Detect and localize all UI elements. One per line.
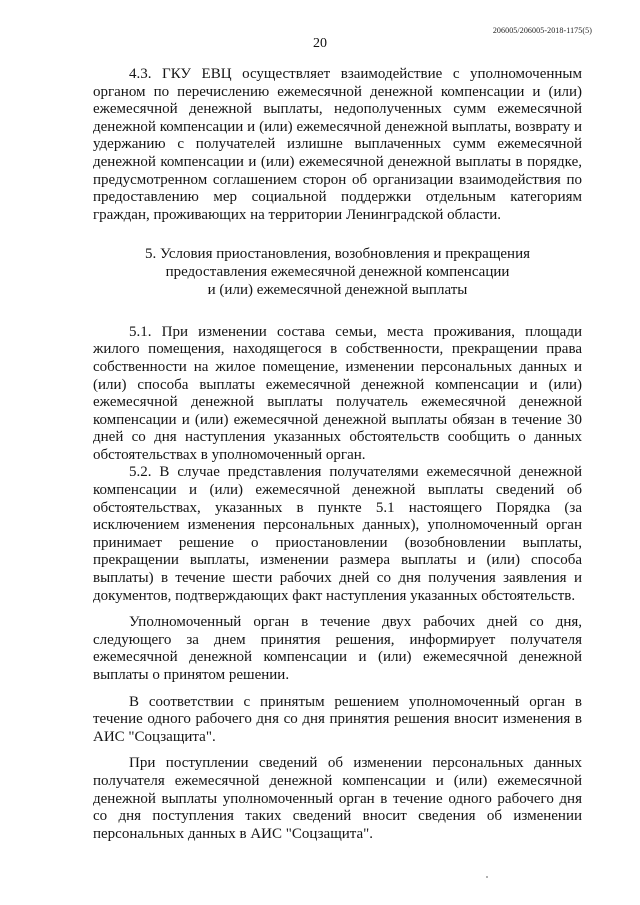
section-5-heading [93, 246, 582, 299]
paragraph-ais-personal: При поступлении сведений об изменении персональных данных получателя ежемесячной денежной компенсации и (или) ежемесячной денежной выплаты уполномоченный орган в течение одного рабочего дня со дня поступления таких сведений вносит сведения об изменении персональных данных в АИС "Соцзащита". [93, 755, 582, 842]
paragraph-5-2: 5.2. В случае представления получателями ежемесячной денежной компенсации и (или) ежемесячной денежной выплаты сведений об обстоятельствах, указанных в пункте 5.1 настоящего Порядка (за исключением изменения персональных данных), уполномоченный орган принимает решение о приостановлении (возобновлении выплаты, прекращении выплаты, изменении размера выплаты и (или) способа выплаты) в течение шести рабочих дней со дня получения заявления и документов, подтверждающих факт наступления указанных обстоятельств. [93, 464, 582, 604]
section-5-heading-line-3: и (или) ежемесячной денежной выплаты [207, 281, 468, 298]
paragraph-ais-change: В соответствии с принятым решением уполномоченный орган в течение одного рабочего дня со дня принятия решения вносит изменения в АИС "Соцзащита". [93, 693, 582, 745]
section-5-heading-line-2: предоставления ежемесячной денежной компенсации [165, 264, 510, 281]
document-code: 206005/206005-2018-1175(5) [492, 26, 592, 35]
paragraph-5-1: 5.1. При изменении состава семьи, места проживания, площади жилого помещения, находящегося в собственности, прекращении права собственности на жилое помещение, изменении персональных данных и (или) способа выплаты ежемесячной денежной компенсации и (или) ежемесячной денежной выплаты получатель ежемесячной денежной компенсации и (или) ежемесячной денежной выплаты обязан в течение 30 дней со дня наступления указанных обстоятельств сообщить о данных обстоятельствах в уполномоченный орган. [93, 323, 582, 463]
paragraph-4-3: 4.3. ГКУ ЕВЦ осуществляет взаимодействие с уполномоченным органом по перечислению ежемесячной денежной компенсации и (или) ежемесячной денежной выплаты, недополученных сумм ежемесячной денежной компенсации и (или) ежемесячной денежной выплаты, возврату и удержанию с получателей излишне выплаченных сумм ежемесячной денежной компенсации и (или) ежемесячной денежной выплаты в порядке, предусмотренном соглашением сторон об организации взаимодействия по предоставлению мер социальной поддержки отдельным категориям граждан, проживающих на территории Ленинградской области. [93, 66, 582, 223]
page-number: 20 [313, 36, 327, 51]
scan-dot [486, 876, 488, 878]
paragraph-notify: Уполномоченный орган в течение двух рабочих дней со дня, следующего за днем принятия решения, информирует получателя ежемесячной денежной компенсации и (или) ежемесячной денежной выплаты о принятом решении. [93, 614, 582, 684]
section-5-heading-line-1: 5. Условия приостановления, возобновления и прекращения [145, 246, 530, 263]
document-body [93, 66, 582, 843]
